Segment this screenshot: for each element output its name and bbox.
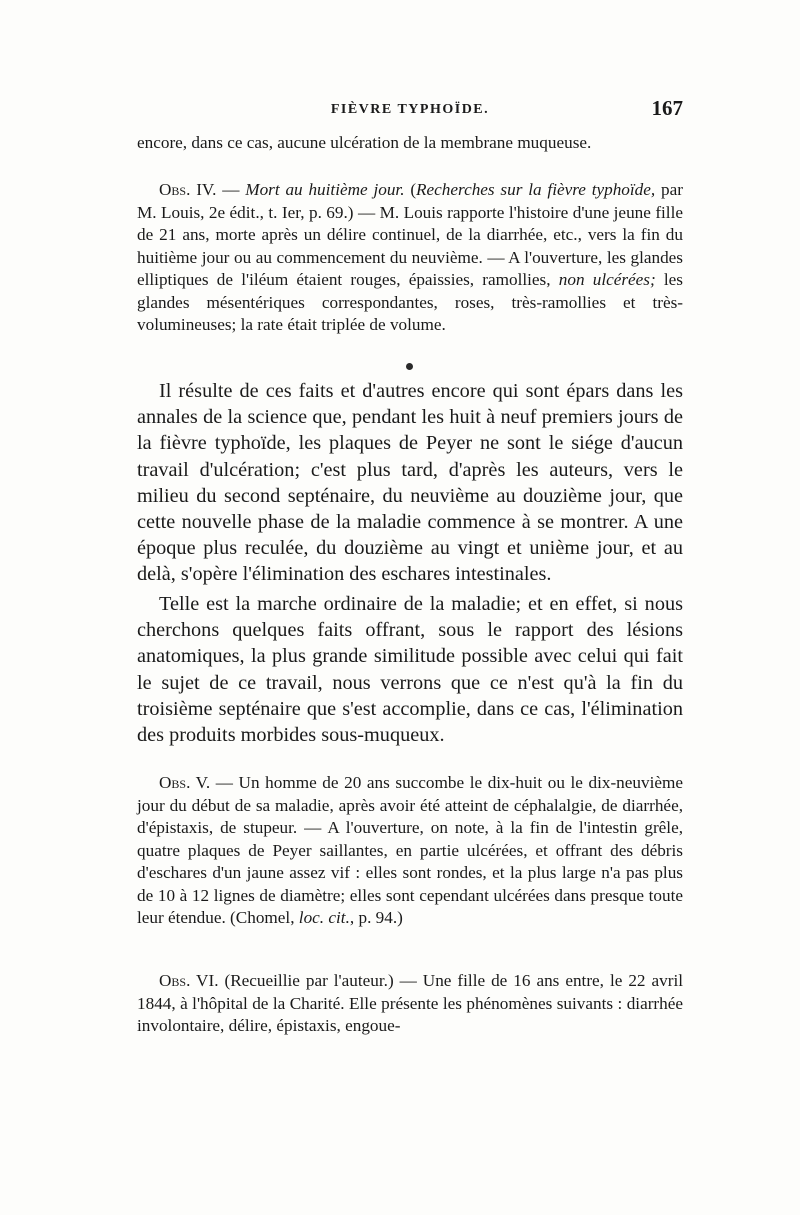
observation-label: Obs. VI. xyxy=(159,971,219,990)
observation-text: (Recueillie par l'auteur.) — Une fille de 16 ans entre, le 22 avril 1844, à l'hôpital de la Charité. Elle présente les phénomènes suivants : diarrhée involontaire, délire, épistaxis, engoue- xyxy=(137,971,683,1035)
running-title: FIÈVRE TYPHOÏDE. xyxy=(330,102,490,117)
page-number: 167 xyxy=(651,96,683,120)
citation-italic: loc. cit. xyxy=(298,908,350,927)
observation-title: Mort au huitième jour. xyxy=(245,180,405,199)
observation-text-end: les glandes mésentériques correspondantes, roses, très-ramollies et très-volumineuses; la rate était triplée de volume. xyxy=(137,270,684,334)
separator-mark xyxy=(406,363,413,370)
observation-v xyxy=(137,772,683,930)
reference-detail: par M. Louis, 2e édit., t. Ier, p. 69.) xyxy=(137,180,683,222)
observation-label: Obs. IV. xyxy=(159,180,217,199)
observation-iv xyxy=(137,179,683,337)
paragraph-continuation: encore, dans ce cas, aucune ulcération de la membrane muqueuse. xyxy=(137,133,592,152)
reference-open: ( xyxy=(404,180,417,199)
observation-text: — Un homme de 20 ans succombe le dix-huit ou le dix-neuvième jour du début de sa maladie, après avoir été atteint de céphalalgie, de diarrhée, d'épistaxis, de stupeur. — A l'ouverture, on note, à la fin de l'intestin grêle, quatre plaques de Peyer saillantes, en partie ulcérées, et offrant des débris d'eschares d'un jaune assez vif : elles sont rondes, et la plus large n'a pas plus de 10 à 12 lignes de diamètre; elles sont cependant ulcérées dans presque toute leur étendue. (Chomel, xyxy=(137,773,683,927)
emphasis-text: non ulcérées; xyxy=(558,270,656,289)
dash: — xyxy=(216,180,246,199)
citation-page: , p. 94.) xyxy=(349,908,403,927)
paragraph-main-2: Telle est la marche ordinaire de la maladie; et en effet, si nous cherchons quelques faits offrant, sous le rapport des lésions anatomiques, la plus grande similitude possible avec celui qui fait le sujet de ce travail, nous verrons que ce n'est qu'à la fin du troisième septénaire que s'est accomplie, dans ce cas, l'élimination des produits morbides sous-muqueux. xyxy=(137,593,683,747)
reference-title: Recherches sur la fièvre typhoïde, xyxy=(416,180,656,199)
observation-text: — M. Louis rapporte l'histoire d'une jeune fille de 21 ans, morte après un délire continuel, de la diarrhée, etc., vers la fin du huitième jour ou au commencement du neuvième. — A l'ouverture, les glandes elliptiques de l'iléum étaient rouges, épaissies, ramollies, xyxy=(137,202,683,289)
observation-label: Obs. V. xyxy=(159,773,211,792)
observation-vi xyxy=(137,970,683,1038)
paragraph-main-1: Il résulte de ces faits et d'autres encore qui sont épars dans les annales de la science que, pendant les huit à neuf premiers jours de la fièvre typhoïde, les plaques de Peyer ne sont le siége d'aucun travail d'ulcération; c'est plus tard, d'après les auteurs, vers le milieu du second septénaire, du neuvième au douzième jour, que cette nouvelle phase de la maladie commence à se montrer. A une époque plus reculée, du douzième au vingt et unième jour, et au delà, s'opère l'élimination des eschares intestinales. xyxy=(137,380,683,586)
running-head xyxy=(137,96,683,126)
